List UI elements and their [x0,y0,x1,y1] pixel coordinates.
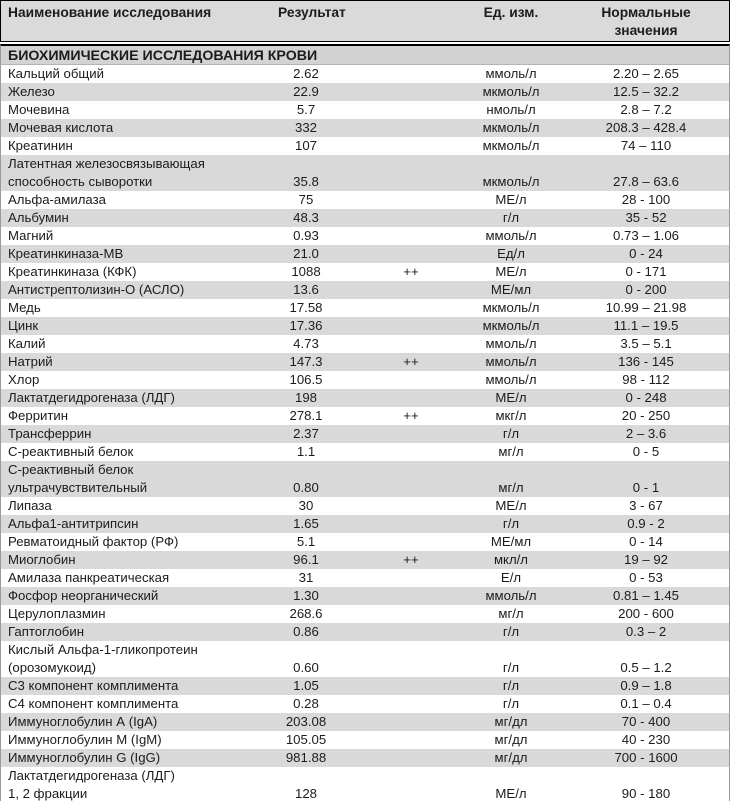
test-name: Иммуноглобулин А (IgA) [8,714,158,729]
test-result: 268.6 [289,606,323,621]
test-unit: мг/л [498,444,524,459]
table-row [1,119,729,137]
test-name: Креатинин [8,138,73,153]
normal-range: 700 - 1600 [614,750,678,765]
test-name: Кальций общий [8,66,105,81]
abnormal-flag: ++ [403,264,419,279]
normal-range: 3 - 67 [629,498,663,513]
table-row [1,83,729,101]
table-row [1,425,729,443]
normal-range: 11.1 – 19.5 [613,318,679,333]
normal-range: 136 - 145 [618,354,674,369]
test-name: С3 компонент комплимента [8,678,179,693]
test-result: 1.05 [293,678,319,693]
test-unit: ммоль/л [485,228,537,243]
test-result: 48.3 [293,210,319,225]
test-result: 0.28 [293,696,319,711]
test-unit: г/л [502,426,520,441]
table-row [1,605,729,623]
test-unit: МЕ/л [495,498,527,513]
test-name: Натрий [8,354,53,369]
table-row [1,245,729,263]
test-result: 1088 [291,264,321,279]
test-unit: ммоль/л [485,354,537,369]
normal-range: 0 - 171 [625,264,667,279]
test-unit: Ед/л [497,246,525,261]
normal-range: 28 - 100 [621,192,671,207]
test-result: 5.7 [296,102,316,117]
test-name: Амилаза панкреатическая [8,570,170,585]
test-name: Мочевая кислота [8,120,114,135]
abnormal-flag: ++ [403,354,419,369]
table-row [1,299,729,317]
test-unit: г/л [502,660,520,675]
test-name: Калий [8,336,46,351]
test-unit: мкмоль/л [482,174,540,189]
test-name: Гаптоглобин [8,624,85,639]
table-row [1,191,729,209]
normal-range: 0 - 248 [625,390,667,405]
normal-range: 0.73 – 1.06 [613,228,679,243]
test-unit: мкмоль/л [482,84,540,99]
normal-range: 10.99 – 21.98 [605,300,687,315]
test-name: Ферритин [8,408,69,423]
test-unit: МЕ/л [495,786,527,801]
normal-range: 208.3 – 428.4 [605,120,687,135]
table-row [1,65,729,83]
test-unit: МЕ/л [495,264,527,279]
test-result: 0.86 [293,624,319,639]
test-result: 21.0 [293,246,319,261]
normal-range: 200 - 600 [618,606,674,621]
column-header-normal-line1: Нормальные [601,5,691,20]
table-row [1,101,729,119]
test-name: С-реактивный белок ультрачувствительный [8,462,148,495]
normal-range: 12.5 – 32.2 [613,84,679,99]
test-name: Цинк [8,318,39,333]
test-unit: МЕ/мл [490,282,532,297]
normal-range: 40 - 230 [621,732,671,747]
normal-range: 0 - 1 [632,480,660,495]
test-unit: мкг/л [495,408,527,423]
test-name: Лактатдегидрогеназа (ЛДГ) [8,390,175,405]
table-row [1,461,729,497]
test-unit: Е/л [500,570,522,585]
test-result: 30 [298,498,314,513]
table-row [1,209,729,227]
test-unit: ммоль/л [485,336,537,351]
test-result: 1.30 [293,588,319,603]
test-name: Железо [8,84,55,99]
test-name: Латентная железосвязывающая способность сыворотки [8,156,205,189]
test-unit: мг/л [498,606,524,621]
table-row [1,731,729,749]
table-row [1,587,729,605]
test-result: 31 [298,570,314,585]
column-header-flag-empty [361,4,461,41]
test-unit: МЕ/мл [490,534,532,549]
test-unit: г/л [502,624,520,639]
test-unit: мкмоль/л [482,318,540,333]
abnormal-flag: ++ [403,552,419,567]
normal-range: 0.81 – 1.45 [613,588,679,603]
test-name: Липаза [8,498,52,513]
test-name: Креатинкиназа (КФК) [8,264,137,279]
test-name: Мочевина [8,102,70,117]
test-result: 278.1 [289,408,323,423]
section-header-biochemistry: БИОХИМИЧЕСКИЕ ИССЛЕДОВАНИЯ КРОВИ [0,44,730,65]
test-unit: г/л [502,696,520,711]
normal-range: 74 – 110 [620,138,672,153]
test-result: 96.1 [293,552,319,567]
test-unit: мкмоль/л [482,120,540,135]
normal-range: 0.5 – 1.2 [620,660,672,675]
test-name: Антистрептолизин-О (АСЛО) [8,282,185,297]
test-result: 17.58 [289,300,323,315]
table-row [1,749,729,767]
test-result: 13.6 [293,282,319,297]
test-result: 0.60 [293,660,319,675]
test-unit: мг/л [498,480,524,495]
test-name: Фосфор неорганический [8,588,159,603]
normal-range: 0 - 24 [629,246,663,261]
test-result: 105.05 [285,732,327,747]
table-row [1,281,729,299]
test-result: 981.88 [285,750,327,765]
table-row [1,353,729,371]
test-name: Альбумин [8,210,69,225]
table-row [1,335,729,353]
test-name: Креатинкиназа-МВ [8,246,124,261]
test-unit: мкмоль/л [482,300,540,315]
table-row [1,263,729,281]
test-unit: мг/дл [494,750,528,765]
table-row [1,227,729,245]
column-header-units: Ед. изм. [483,5,539,20]
test-result: 22.9 [293,84,319,99]
test-name: Лактатдегидрогеназа (ЛДГ) 1, 2 фракции [8,768,175,801]
table-row [1,713,729,731]
column-header-normal-line2: значения [614,23,678,38]
normal-range: 70 - 400 [621,714,671,729]
test-name: Медь [8,300,41,315]
test-name: Кислый Альфа-1-гликопротеин (орозомукоид) [8,642,198,675]
normal-range: 0 - 200 [625,282,667,297]
test-name: Иммуноглобулин G (IgG) [8,750,161,765]
normal-range: 0 - 53 [629,570,663,585]
test-result: 0.80 [293,480,319,495]
test-name: Церулоплазмин [8,606,106,621]
normal-range: 19 – 92 [624,552,668,567]
table-row [1,443,729,461]
normal-range: 0.9 – 1.8 [620,678,672,693]
test-result: 0.93 [293,228,319,243]
test-result: 203.08 [285,714,327,729]
table-row [1,371,729,389]
test-name: Магний [8,228,54,243]
test-name: Хлор [8,372,40,387]
test-name: Миоглобин [8,552,76,567]
normal-range: 27.8 – 63.6 [613,174,679,189]
test-name: Ревматоидный фактор (РФ) [8,534,179,549]
normal-range: 98 - 112 [622,372,670,387]
table-row [1,767,729,801]
test-unit: мкл/л [493,552,529,567]
normal-range: 35 - 52 [625,210,667,225]
test-unit: ммоль/л [485,588,537,603]
table-row [1,623,729,641]
table-row [1,551,729,569]
test-result: 35.8 [293,174,319,189]
table-row [1,695,729,713]
test-result: 128 [294,786,317,801]
test-unit: нмоль/л [486,102,536,117]
table-row [1,317,729,335]
test-unit: мкмоль/л [482,138,540,153]
normal-range: 3.5 – 5.1 [620,336,672,351]
test-unit: г/л [502,210,520,225]
test-name: С4 компонент комплимента [8,696,179,711]
test-unit: МЕ/л [495,192,527,207]
test-name: Иммуноглобулин М (IgM) [8,732,162,747]
test-unit: ммоль/л [485,66,537,81]
test-name: С-реактивный белок [8,444,134,459]
normal-range: 20 - 250 [621,408,671,423]
normal-range: 2.20 – 2.65 [613,66,679,81]
test-name: Альфа-амилаза [8,192,106,207]
table-row [1,389,729,407]
test-unit: ммоль/л [485,372,537,387]
test-result: 4.73 [293,336,319,351]
results-table-body [0,65,730,801]
test-result: 5.1 [296,534,316,549]
test-unit: мг/дл [494,714,528,729]
test-result: 106.5 [289,372,323,387]
table-row [1,641,729,677]
test-result: 17.36 [289,318,323,333]
normal-range: 90 - 180 [621,786,671,801]
test-result: 2.62 [293,66,319,81]
table-row [1,407,729,425]
table-row [1,497,729,515]
test-result: 332 [294,120,317,135]
test-result: 1.65 [293,516,319,531]
normal-range: 0 - 14 [629,534,663,549]
test-result: 75 [298,192,314,207]
column-header-result: Результат [278,5,346,20]
test-unit: г/л [502,678,520,693]
table-row [1,533,729,551]
test-result: 107 [294,138,317,153]
normal-range: 0.9 - 2 [627,516,665,531]
test-name: Альфа1-антитрипсин [8,516,139,531]
table-row [1,677,729,695]
normal-range: 2 – 3.6 [625,426,667,441]
table-row [1,515,729,533]
test-result: 1.1 [296,444,316,459]
normal-range: 2.8 – 7.2 [620,102,672,117]
test-result: 198 [294,390,317,405]
test-unit: г/л [502,516,520,531]
normal-range: 0.3 – 2 [625,624,667,639]
abnormal-flag: ++ [403,408,419,423]
test-name: Трансферрин [8,426,92,441]
table-row [1,137,729,155]
column-header-name: Наименование исследования [8,5,212,20]
normal-range: 0 - 5 [632,444,660,459]
test-unit: мг/дл [494,732,528,747]
test-result: 2.37 [293,426,319,441]
test-unit: МЕ/л [495,390,527,405]
table-header [0,0,730,42]
test-result: 147.3 [289,354,323,369]
normal-range: 0.1 – 0.4 [620,696,672,711]
table-row [1,569,729,587]
column-header-normal [561,4,730,41]
table-row [1,155,729,191]
